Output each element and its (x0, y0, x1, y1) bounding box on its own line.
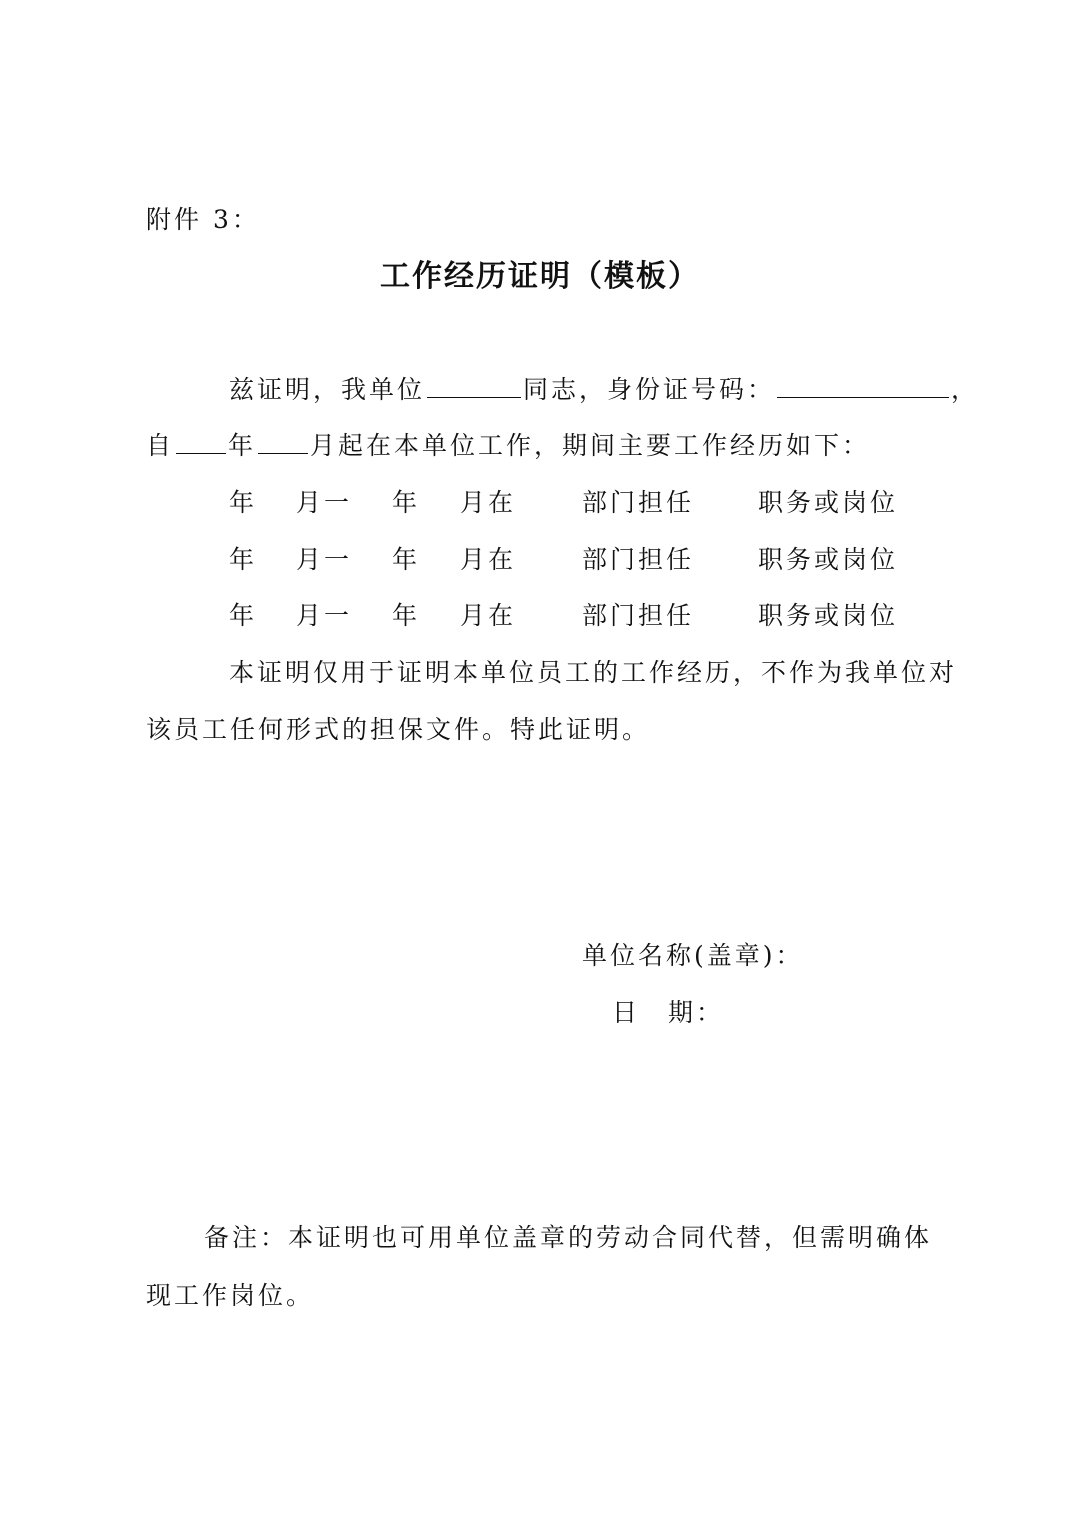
row-month-dash: 月一 (296, 601, 353, 630)
unit-name-seal-label: 单位名称(盖章)： (582, 941, 804, 970)
intro-text-month: 月起在本单位工作，期间主要工作经历如下： (310, 431, 871, 460)
row-month-at: 月在 (460, 488, 517, 517)
row-department: 部门担任 (582, 488, 695, 517)
intro-text-c: ， (951, 375, 980, 404)
remark-line-1: 备注：本证明也可用单位盖章的劳动合同代替，但需明确体 (204, 1223, 933, 1252)
remark-line-2: 现工作岗位。 (146, 1281, 315, 1310)
document-title: 工作经历证明（模板） (380, 259, 700, 294)
id-number-blank (777, 375, 949, 398)
intro-text-from: 自 (146, 431, 175, 460)
row-year-start: 年 (229, 488, 258, 517)
date-label: 日 期： (612, 998, 725, 1027)
row-position: 职务或岗位 (758, 545, 899, 574)
row-year-start: 年 (229, 545, 258, 574)
colleague-name-blank (427, 375, 521, 398)
row-month-dash: 月一 (296, 545, 353, 574)
intro-text-year: 年 (228, 431, 257, 460)
intro-line-2 (146, 431, 870, 461)
attachment-label: 附件 3： (146, 205, 260, 234)
intro-line-1 (229, 375, 979, 405)
row-month-at: 月在 (460, 601, 517, 630)
row-month-at: 月在 (460, 545, 517, 574)
statement-line-1: 本证明仅用于证明本单位员工的工作经历，不作为我单位对 (229, 658, 958, 687)
row-year-end: 年 (392, 545, 421, 574)
row-month-dash: 月一 (296, 488, 353, 517)
start-year-blank (176, 431, 226, 454)
row-year-start: 年 (229, 601, 258, 630)
row-position: 职务或岗位 (758, 488, 899, 517)
row-department: 部门担任 (582, 601, 695, 630)
start-month-blank (258, 431, 308, 454)
row-year-end: 年 (392, 601, 421, 630)
row-department: 部门担任 (582, 545, 695, 574)
statement-line-2: 该员工任何形式的担保文件。特此证明。 (146, 715, 651, 744)
intro-text-a: 兹证明，我单位 (229, 375, 426, 404)
row-year-end: 年 (392, 488, 421, 517)
row-position: 职务或岗位 (758, 601, 899, 630)
intro-text-b: 同志，身份证号码： (523, 375, 776, 404)
